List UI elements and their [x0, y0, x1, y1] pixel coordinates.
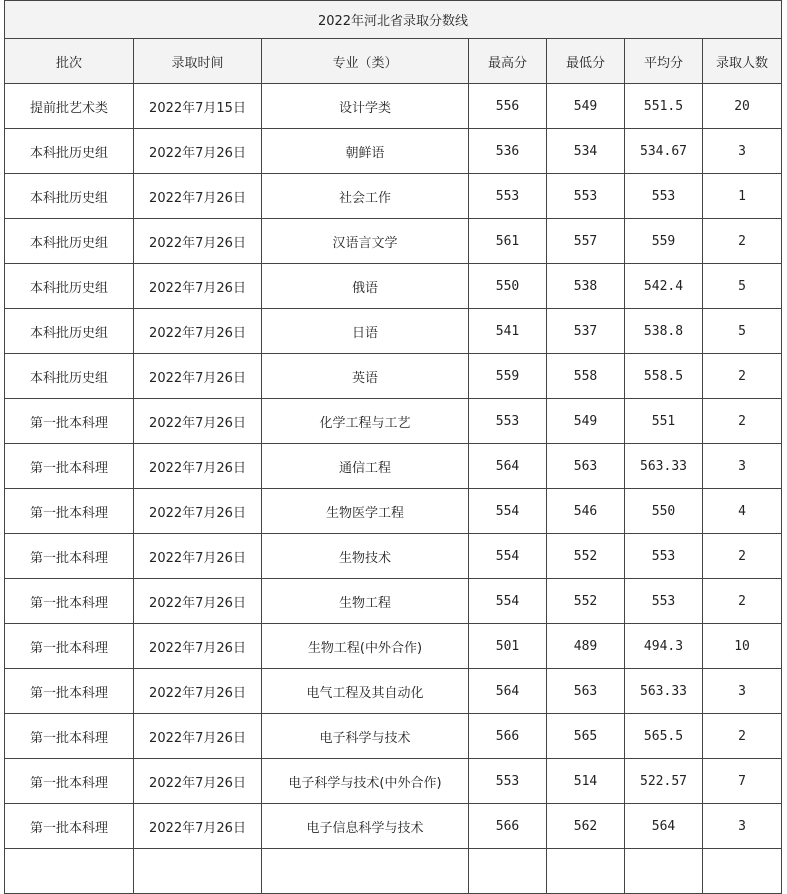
cell-admission-date: 2022年7月26日 — [134, 399, 262, 444]
cell-lowest-score — [547, 849, 625, 894]
cell-admission-date: 2022年7月26日 — [134, 489, 262, 534]
cell-average-score: 563.33 — [625, 444, 703, 489]
cell-lowest-score: 558 — [547, 354, 625, 399]
cell-admission-date: 2022年7月26日 — [134, 264, 262, 309]
table-row — [5, 489, 782, 534]
cell-average-score: 553 — [625, 579, 703, 624]
cell-highest-score: 554 — [469, 579, 547, 624]
cell-average-score: 538.8 — [625, 309, 703, 354]
table-row — [5, 714, 782, 759]
cell-batch: 本科批历史组 — [5, 354, 134, 399]
cell-batch: 第一批本科理 — [5, 579, 134, 624]
cell-lowest-score: 549 — [547, 84, 625, 129]
cell-admission-date: 2022年7月26日 — [134, 714, 262, 759]
cell-lowest-score: 537 — [547, 309, 625, 354]
cell-batch: 提前批艺术类 — [5, 84, 134, 129]
cell-highest-score: 536 — [469, 129, 547, 174]
cell-admitted-count: 10 — [703, 624, 782, 669]
cell-batch: 第一批本科理 — [5, 714, 134, 759]
cell-major: 英语 — [262, 354, 469, 399]
cell-average-score — [625, 849, 703, 894]
header-batch: 批次 — [5, 39, 134, 84]
cell-average-score: 558.5 — [625, 354, 703, 399]
cell-lowest-score: 534 — [547, 129, 625, 174]
cell-admission-date: 2022年7月26日 — [134, 219, 262, 264]
cell-average-score: 542.4 — [625, 264, 703, 309]
cell-lowest-score: 489 — [547, 624, 625, 669]
cell-admitted-count: 3 — [703, 804, 782, 849]
cell-batch: 本科批历史组 — [5, 264, 134, 309]
cell-average-score: 564 — [625, 804, 703, 849]
cell-lowest-score: 514 — [547, 759, 625, 804]
cell-batch — [5, 849, 134, 894]
table-row — [5, 354, 782, 399]
cell-highest-score: 550 — [469, 264, 547, 309]
cell-highest-score: 556 — [469, 84, 547, 129]
cell-batch: 第一批本科理 — [5, 669, 134, 714]
cell-batch: 本科批历史组 — [5, 309, 134, 354]
table-row — [5, 759, 782, 804]
table-body — [5, 84, 782, 894]
cell-average-score: 551 — [625, 399, 703, 444]
cell-admission-date: 2022年7月26日 — [134, 129, 262, 174]
table-row — [5, 219, 782, 264]
cell-admission-date: 2022年7月26日 — [134, 444, 262, 489]
cell-admitted-count: 3 — [703, 669, 782, 714]
header-major: 专业（类） — [262, 39, 469, 84]
cell-average-score: 522.57 — [625, 759, 703, 804]
cell-admitted-count: 4 — [703, 489, 782, 534]
cell-admission-date — [134, 849, 262, 894]
cell-admission-date: 2022年7月26日 — [134, 579, 262, 624]
table-row — [5, 444, 782, 489]
cell-admitted-count: 1 — [703, 174, 782, 219]
header-lowest-score: 最低分 — [547, 39, 625, 84]
cell-admission-date: 2022年7月26日 — [134, 804, 262, 849]
cell-admission-date: 2022年7月26日 — [134, 624, 262, 669]
cell-highest-score: 554 — [469, 489, 547, 534]
cell-admitted-count: 7 — [703, 759, 782, 804]
cell-admitted-count: 3 — [703, 129, 782, 174]
table-row — [5, 264, 782, 309]
table-row — [5, 129, 782, 174]
cell-lowest-score: 549 — [547, 399, 625, 444]
cell-admitted-count: 3 — [703, 444, 782, 489]
cell-admission-date: 2022年7月26日 — [134, 309, 262, 354]
cell-admitted-count: 2 — [703, 579, 782, 624]
cell-average-score: 563.33 — [625, 669, 703, 714]
cell-admitted-count: 2 — [703, 714, 782, 759]
cell-highest-score: 566 — [469, 804, 547, 849]
header-highest-score: 最高分 — [469, 39, 547, 84]
cell-batch: 第一批本科理 — [5, 759, 134, 804]
cell-batch: 第一批本科理 — [5, 624, 134, 669]
cell-admitted-count: 2 — [703, 219, 782, 264]
cell-admitted-count — [703, 849, 782, 894]
cell-admitted-count: 5 — [703, 264, 782, 309]
cell-average-score: 551.5 — [625, 84, 703, 129]
cell-lowest-score: 552 — [547, 579, 625, 624]
cell-lowest-score: 563 — [547, 444, 625, 489]
cell-lowest-score: 563 — [547, 669, 625, 714]
cell-major: 电子信息科学与技术 — [262, 804, 469, 849]
cell-admitted-count: 5 — [703, 309, 782, 354]
cell-batch: 本科批历史组 — [5, 129, 134, 174]
cell-major: 化学工程与工艺 — [262, 399, 469, 444]
cell-major: 设计学类 — [262, 84, 469, 129]
cell-batch: 第一批本科理 — [5, 399, 134, 444]
cell-highest-score: 553 — [469, 174, 547, 219]
cell-admitted-count: 20 — [703, 84, 782, 129]
cell-batch: 第一批本科理 — [5, 489, 134, 534]
cell-lowest-score: 553 — [547, 174, 625, 219]
cell-highest-score: 566 — [469, 714, 547, 759]
cell-major: 生物医学工程 — [262, 489, 469, 534]
cell-highest-score: 501 — [469, 624, 547, 669]
cell-major: 通信工程 — [262, 444, 469, 489]
cell-lowest-score: 565 — [547, 714, 625, 759]
table-row — [5, 309, 782, 354]
table-title: 2022年河北省录取分数线 — [5, 1, 782, 39]
cell-highest-score — [469, 849, 547, 894]
cell-average-score: 553 — [625, 534, 703, 579]
cell-batch: 第一批本科理 — [5, 444, 134, 489]
cell-lowest-score: 562 — [547, 804, 625, 849]
cell-major: 电子科学与技术 — [262, 714, 469, 759]
cell-highest-score: 559 — [469, 354, 547, 399]
cell-admission-date: 2022年7月26日 — [134, 534, 262, 579]
table-row — [5, 579, 782, 624]
cell-average-score: 565.5 — [625, 714, 703, 759]
cell-average-score: 550 — [625, 489, 703, 534]
table-row — [5, 174, 782, 219]
cell-major: 电气工程及其自动化 — [262, 669, 469, 714]
table-row — [5, 669, 782, 714]
admission-score-table — [4, 0, 782, 894]
cell-major: 生物技术 — [262, 534, 469, 579]
table-row — [5, 84, 782, 129]
cell-average-score: 534.67 — [625, 129, 703, 174]
cell-highest-score: 564 — [469, 444, 547, 489]
cell-admission-date: 2022年7月15日 — [134, 84, 262, 129]
cell-major: 生物工程 — [262, 579, 469, 624]
cell-highest-score: 541 — [469, 309, 547, 354]
cell-average-score: 494.3 — [625, 624, 703, 669]
cell-admission-date: 2022年7月26日 — [134, 174, 262, 219]
table-title-row — [5, 1, 782, 39]
header-admitted-count: 录取人数 — [703, 39, 782, 84]
table-row — [5, 624, 782, 669]
table-header-row — [5, 39, 782, 84]
cell-admission-date: 2022年7月26日 — [134, 759, 262, 804]
cell-average-score: 559 — [625, 219, 703, 264]
cell-major: 生物工程(中外合作) — [262, 624, 469, 669]
cell-average-score: 553 — [625, 174, 703, 219]
cell-admission-date: 2022年7月26日 — [134, 669, 262, 714]
cell-highest-score: 564 — [469, 669, 547, 714]
cell-major: 汉语言文学 — [262, 219, 469, 264]
header-average-score: 平均分 — [625, 39, 703, 84]
cell-batch: 第一批本科理 — [5, 804, 134, 849]
cell-admitted-count: 2 — [703, 399, 782, 444]
cell-highest-score: 554 — [469, 534, 547, 579]
cell-major — [262, 849, 469, 894]
cell-lowest-score: 552 — [547, 534, 625, 579]
cell-batch: 本科批历史组 — [5, 219, 134, 264]
table-row — [5, 534, 782, 579]
cell-batch: 第一批本科理 — [5, 534, 134, 579]
cell-major: 电子科学与技术(中外合作) — [262, 759, 469, 804]
header-admission-date: 录取时间 — [134, 39, 262, 84]
cell-lowest-score: 557 — [547, 219, 625, 264]
cell-lowest-score: 546 — [547, 489, 625, 534]
cell-admitted-count: 2 — [703, 534, 782, 579]
cell-highest-score: 553 — [469, 399, 547, 444]
cell-highest-score: 553 — [469, 759, 547, 804]
cell-batch: 本科批历史组 — [5, 174, 134, 219]
cell-highest-score: 561 — [469, 219, 547, 264]
cell-major: 日语 — [262, 309, 469, 354]
table-row — [5, 849, 782, 894]
cell-major: 俄语 — [262, 264, 469, 309]
table-row — [5, 399, 782, 444]
cell-lowest-score: 538 — [547, 264, 625, 309]
cell-admitted-count: 2 — [703, 354, 782, 399]
cell-major: 朝鲜语 — [262, 129, 469, 174]
cell-major: 社会工作 — [262, 174, 469, 219]
table-row — [5, 804, 782, 849]
cell-admission-date: 2022年7月26日 — [134, 354, 262, 399]
